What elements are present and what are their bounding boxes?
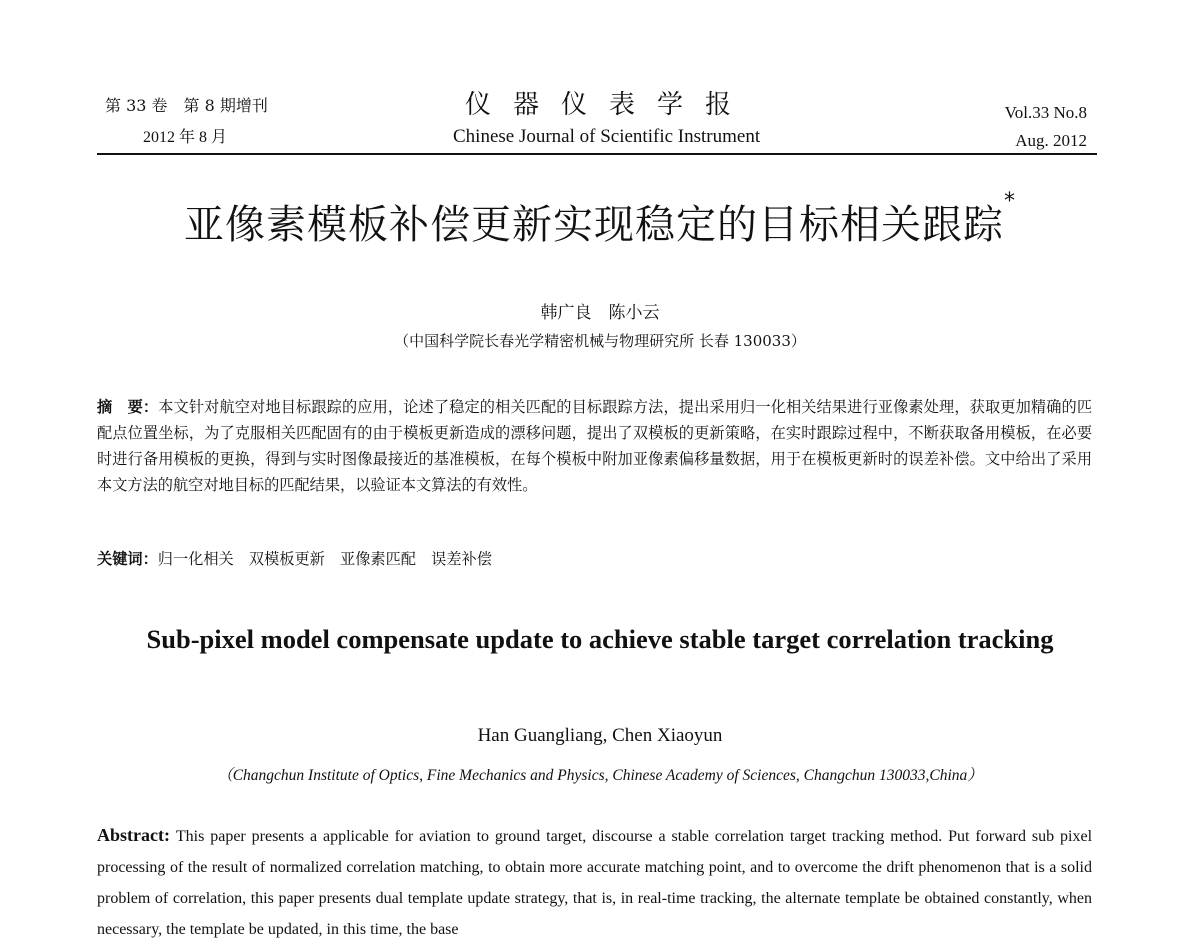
title-footnote-mark: *	[1004, 189, 1016, 214]
abstract-text-cn: 本文针对航空对地目标跟踪的应用，论述了稳定的相关匹配的目标跟踪方法，提出采用归一化相关结果进行亚像素处理，获取更加精确的匹配点位置坐标，为了克服相关匹配固有的由于模板更新造成的漂移问题，提出了双模板的更新策略，在实时跟踪过程中，不断获取备用模板，在必要时进行备用模板的更换，得到与实时图像最接近的基准模板，在每个模板中附加亚像素偏移量数据，用于在模板更新时的误差补偿。文中给出了采用本文方法的航空对地目标的匹配结果，以验证本文算法的有效性。	[97, 398, 1093, 494]
paper-title-cn	[0, 189, 1200, 250]
abstract-cn	[97, 394, 1092, 498]
authors-cn: 韩广良 陈小云	[540, 303, 660, 323]
journal-title-en: Chinese Journal of Scientific Instrument	[453, 126, 761, 147]
header-rule	[97, 153, 1097, 155]
keywords-label-cn: 关键词：	[97, 550, 158, 568]
paper-title-en: Sub-pixel model compensate update to achieve stable target correlation tracking	[146, 624, 1054, 654]
affiliation-en: （Changchun Institute of Optics, Fine Mechanics and Physics, Chinese Academy of Sciences, Changchun 130033,China）	[217, 767, 983, 784]
volume-issue-en: Vol.33 No.8	[1004, 103, 1087, 122]
volume-issue-cn: 第 33 卷 第 8 期增刊	[105, 96, 268, 115]
date-cn: 2012 年 8 月	[143, 129, 228, 146]
abstract-en	[97, 820, 1092, 945]
paper-title-cn-text: 亚像素模板补偿更新实现稳定的目标相关跟踪	[184, 202, 1004, 248]
abstract-text-en: This paper presents a applicable for aviation to ground target, discourse a stable correlation target tracking method. Put forward sub pixel processing of the result of normalized correlation matching, to obtain more accurate matching point, and to overcome the drift phenomenon that is a solid problem of correlation, this paper presents dual template update strategy, that is, in real-time tracking, the alternate template be obtained constantly, when necessary, the template be updated, in this time, the base	[97, 828, 1093, 938]
keywords-cn	[97, 548, 492, 569]
journal-title-cn: 仪器仪表学报	[465, 90, 754, 120]
affiliation-cn: （中国科学院长春光学精密机械与物理研究所 长春 130033）	[394, 332, 806, 350]
abstract-label-cn: 摘 要：	[97, 398, 159, 416]
authors-en: Han Guangliang, Chen Xiaoyun	[477, 725, 723, 746]
abstract-label-en: Abstract:	[97, 825, 170, 845]
keywords-text-cn: 归一化相关 双模板更新 亚像素匹配 误差补偿	[157, 550, 492, 568]
date-en: Aug. 2012	[1015, 131, 1087, 150]
